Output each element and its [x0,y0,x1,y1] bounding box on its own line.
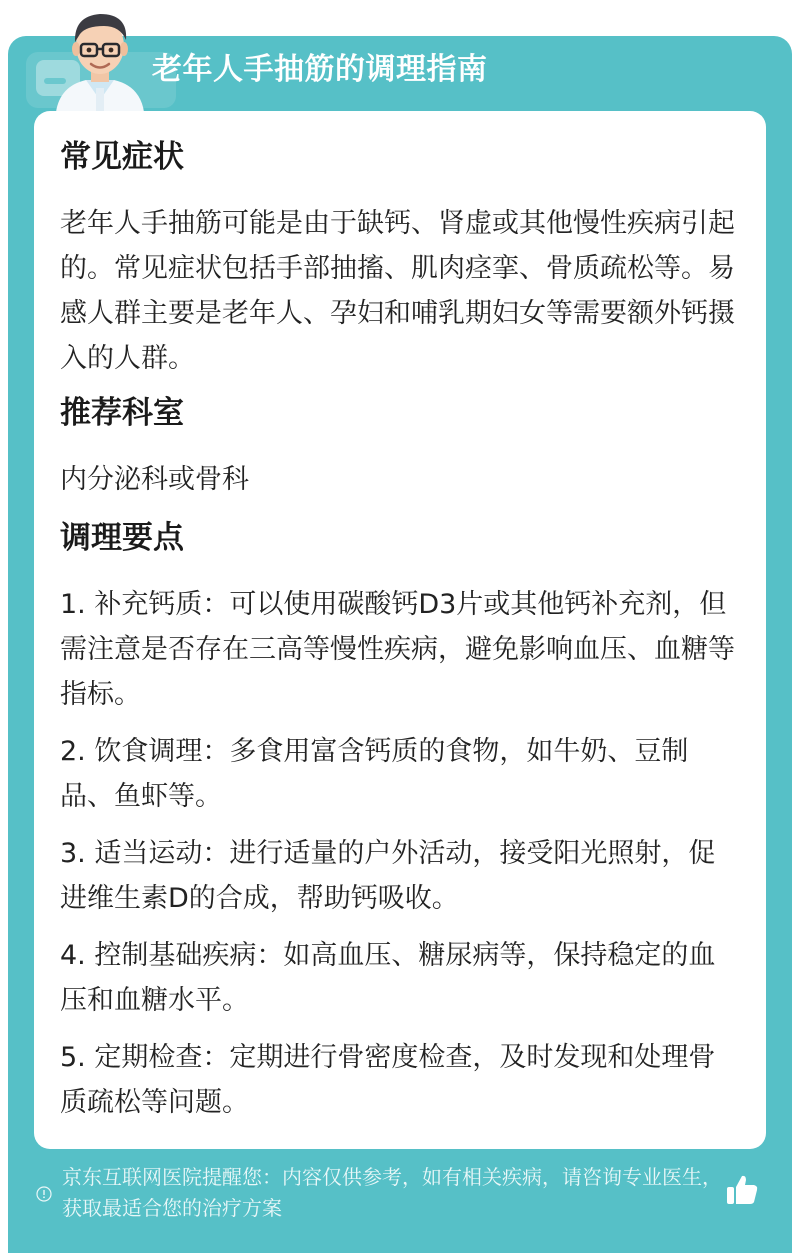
section-paragraph: 内分泌科或骨科 [60,464,249,495]
content-body [60,131,740,1125]
section-title: 推荐科室 [60,395,184,431]
page-title: 老年人手抽筋的调理指南 [152,52,488,87]
disclaimer-text: 京东互联网医院提醒您：内容仅供参考，如有相关疾病，请咨询专业医生，获取最适合您的治疗方案 [62,1165,722,1220]
list-item: 1. 补充钙质：可以使用碳酸钙D3片或其他钙补充剂，但需注意是否存在三高等慢性疾病，避免影响血压、血糖等指标。 [60,589,735,710]
section-care-points [60,512,740,1125]
section-paragraph: 老年人手抽筋可能是由于缺钙、肾虚或其他慢性疾病引起的。常见症状包括手部抽搐、肌肉痉挛、骨质疏松等。易感人群主要是老年人、孕妇和哺乳期妇女等需要额外钙摄入的人群。 [60,208,735,374]
thumbs-up-icon[interactable] [724,1172,760,1208]
list-item: 3. 适当运动：进行适量的户外活动，接受阳光照射，促进维生素D的合成，帮助钙吸收。 [60,838,716,914]
list-item: 5. 定期检查：定期进行骨密度检查，及时发现和处理骨质疏松等问题。 [60,1042,716,1118]
list-item: 4. 控制基础疾病：如高血压、糖尿病等，保持稳定的血压和血糖水平。 [60,940,716,1016]
section-title: 常见症状 [60,139,184,175]
doctor-avatar-icon [46,4,154,112]
list-item: 2. 饮食调理：多食用富含钙质的食物，如牛奶、豆制品、鱼虾等。 [60,736,689,812]
content-panel [34,111,766,1149]
section-symptoms [60,131,740,381]
section-title: 调理要点 [60,520,184,556]
info-icon [36,1186,52,1202]
section-department [60,387,740,502]
